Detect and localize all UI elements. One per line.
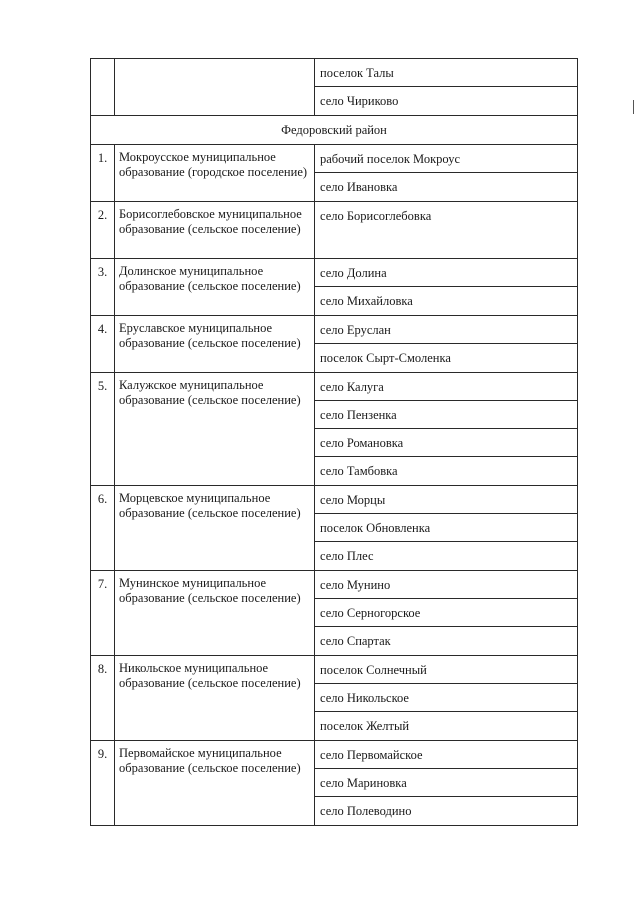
settlements-cell <box>315 656 577 740</box>
table-row <box>91 259 577 316</box>
row-number: 8. <box>91 656 115 740</box>
municipality-name: Борисоглебовское муниципальное образование (сельское поселение) <box>115 202 315 258</box>
row-number: 3. <box>91 259 115 315</box>
settlement-item: село Калуга <box>315 373 577 401</box>
settlement-item: село Михайловка <box>320 294 413 308</box>
table-row <box>91 316 577 373</box>
settlement-item: село Спартак <box>320 634 391 648</box>
settlement-item: поселок Сырт-Смоленка <box>320 351 451 365</box>
settlement-item: село Тамбовка <box>320 464 398 478</box>
municipality-name-cell <box>115 59 315 115</box>
municipality-name: Еруславское муниципальное образование (сельское поселение) <box>115 316 315 372</box>
settlements-cell <box>315 259 577 315</box>
table-row <box>91 373 577 486</box>
row-number: 2. <box>91 202 115 258</box>
settlements-cell <box>315 373 577 485</box>
row-number: 9. <box>91 741 115 825</box>
table-row <box>91 486 577 571</box>
settlements-cell <box>315 202 577 258</box>
settlement-item: село Мунино <box>315 571 577 599</box>
settlement-item: село Пензенка <box>315 401 577 429</box>
settlement-item: село Романовка <box>315 429 577 457</box>
table-row <box>91 145 577 202</box>
row-number: 5. <box>91 373 115 485</box>
margin-mark <box>633 100 634 114</box>
settlements-cell <box>315 571 577 655</box>
settlements-cell <box>315 486 577 570</box>
table-row <box>91 571 577 656</box>
settlements-cell <box>315 59 577 115</box>
settlements-cell <box>315 316 577 372</box>
settlement-item: село Полеводино <box>320 804 412 818</box>
row-number-cell <box>91 59 115 115</box>
municipality-name: Морцевское муниципальное образование (сельское поселение) <box>115 486 315 570</box>
municipality-name: Мокроусское муниципальное образование (городское поселение) <box>115 145 315 201</box>
settlement-item: поселок Желтый <box>320 719 410 733</box>
settlement-item: село Чириково <box>320 94 399 108</box>
settlements-cell <box>315 741 577 825</box>
municipality-name: Калужское муниципальное образование (сельское поселение) <box>115 373 315 485</box>
settlement-item: поселок Обновленка <box>315 514 577 542</box>
settlements-cell <box>315 145 577 201</box>
settlement-item: поселок Талы <box>315 59 577 87</box>
settlement-item: рабочий поселок Мокроус <box>315 145 577 173</box>
table-row-continued <box>91 59 577 116</box>
settlement-item: поселок Солнечный <box>315 656 577 684</box>
settlement-item: село Первомайское <box>315 741 577 769</box>
settlement-item: село Ивановка <box>320 180 398 194</box>
district-header: Федоровский район <box>91 116 577 145</box>
settlement-item: село Долина <box>315 259 577 287</box>
settlement-item: село Мариновка <box>315 769 577 797</box>
settlement-item: село Плес <box>320 549 374 563</box>
settlements-table <box>90 58 578 826</box>
settlement-item: село Серногорское <box>315 599 577 627</box>
municipality-name: Первомайское муниципальное образование (сельское поселение) <box>115 741 315 825</box>
row-number: 7. <box>91 571 115 655</box>
row-number: 4. <box>91 316 115 372</box>
settlement-item: село Борисоглебовка <box>320 209 432 223</box>
table-row <box>91 656 577 741</box>
row-number: 6. <box>91 486 115 570</box>
row-number: 1. <box>91 145 115 201</box>
municipality-name: Долинское муниципальное образование (сельское поселение) <box>115 259 315 315</box>
table-row <box>91 202 577 259</box>
municipality-name: Мунинское муниципальное образование (сельское поселение) <box>115 571 315 655</box>
municipality-name: Никольское муниципальное образование (сельское поселение) <box>115 656 315 740</box>
table-row <box>91 741 577 826</box>
settlement-item: село Еруслан <box>315 316 577 344</box>
settlement-item: село Никольское <box>315 684 577 712</box>
settlement-item: село Морцы <box>315 486 577 514</box>
